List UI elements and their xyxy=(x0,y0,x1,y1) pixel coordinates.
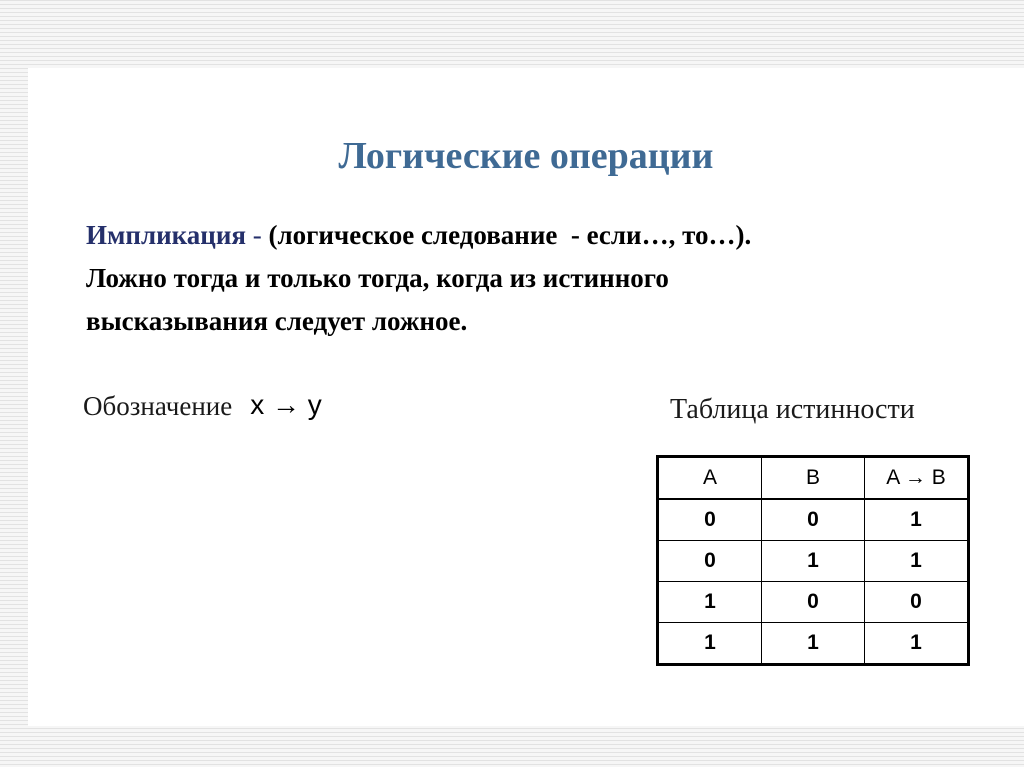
header-cell-b: B xyxy=(762,457,865,500)
table-cell: 1 xyxy=(762,541,865,582)
table-cell: 1 xyxy=(865,623,969,665)
slide-title: Логические операции xyxy=(338,135,714,177)
table-cell: 0 xyxy=(658,541,762,582)
table-cell: 1 xyxy=(762,623,865,665)
table-row xyxy=(658,499,969,541)
table-row xyxy=(658,582,969,623)
table-cell: 0 xyxy=(762,499,865,541)
truth-table-header-row xyxy=(658,457,969,500)
term-implication: Импликация xyxy=(86,220,247,250)
table-cell: 0 xyxy=(762,582,865,623)
table-row xyxy=(658,623,969,665)
table-cell: 1 xyxy=(865,541,969,582)
table-cell: 0 xyxy=(865,582,969,623)
truth-table-caption: Таблица истинности xyxy=(670,394,915,425)
definition-line-1 xyxy=(86,214,751,257)
definition-dash: - xyxy=(246,220,269,250)
definition-line-2: Ложно тогда и только тогда, когда из истинного xyxy=(86,263,669,293)
notation-formula: x → y xyxy=(250,389,322,420)
definition-line-3: высказывания следует ложное. xyxy=(86,306,468,336)
table-cell: 1 xyxy=(658,623,762,665)
definition-line-1-rest: (логическое следование - если…, то…). xyxy=(268,220,752,250)
truth-table xyxy=(656,455,970,666)
header-cell-a: A xyxy=(658,457,762,500)
notation-label: Обозначение xyxy=(83,391,233,421)
table-cell: 1 xyxy=(658,582,762,623)
table-row xyxy=(658,541,969,582)
notation xyxy=(83,390,322,422)
table-cell: 1 xyxy=(865,499,969,541)
table-cell: 0 xyxy=(658,499,762,541)
header-cell-a-implies-b: A → B xyxy=(865,457,969,500)
definition-text xyxy=(86,214,751,343)
slide xyxy=(28,68,1024,726)
